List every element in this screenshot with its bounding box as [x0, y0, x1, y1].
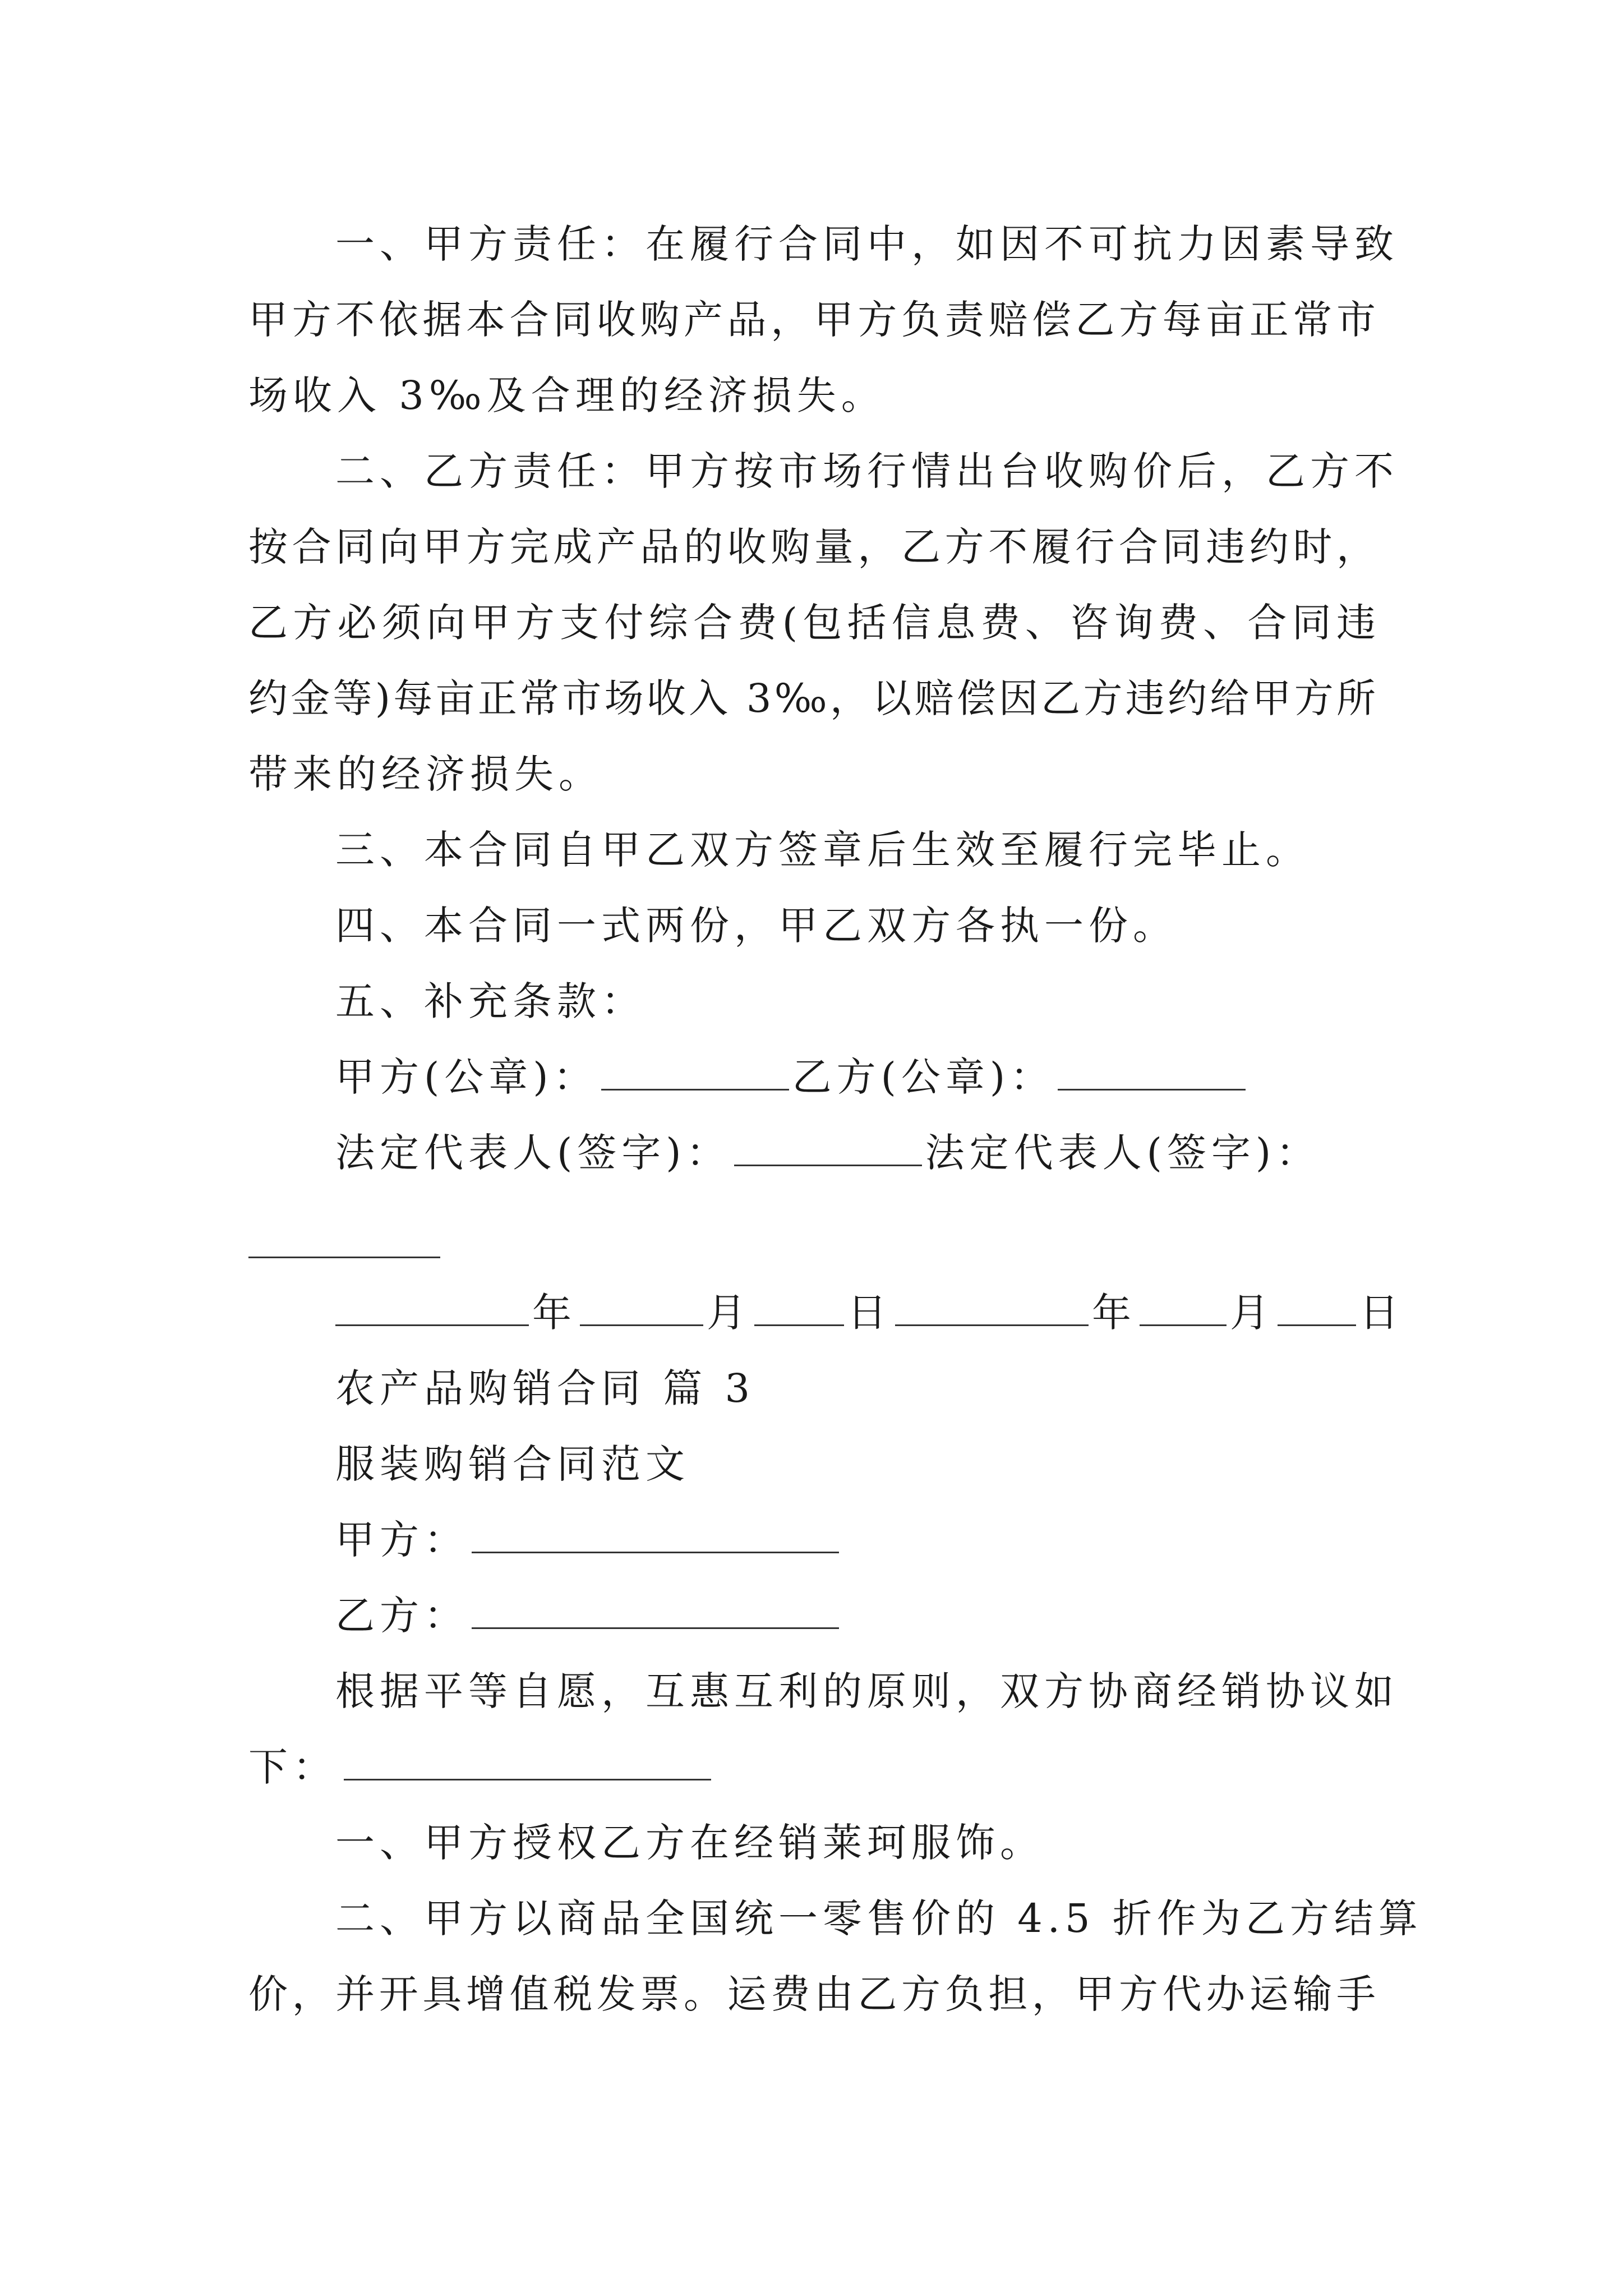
- month-b-blank: [1140, 1290, 1227, 1326]
- clause-2-line-2: 按合同向甲方完成产品的收购量，乙方不履行合同违约时，: [248, 524, 1376, 570]
- agreement-intro-blank: [344, 1744, 711, 1780]
- day-a-blank: [754, 1290, 844, 1326]
- term-2-line-2: 价，并开具增值税发票。运费由乙方负担，甲方代办运输手: [248, 1971, 1376, 2017]
- party-b-line: [335, 1588, 842, 1644]
- agreement-intro-line-1: 根据平等自愿，互惠互利的原则，双方协商经销协议如: [335, 1668, 1399, 1714]
- month-b-label: 月: [1230, 1290, 1274, 1336]
- agreement-intro-text: 下：: [248, 1744, 337, 1790]
- day-a-label: 日: [847, 1290, 892, 1336]
- party-a-blank: [472, 1517, 839, 1553]
- party-b-seal-label: 乙方(公章)：: [792, 1054, 1055, 1100]
- clause-1-line-2: 甲方不依据本合同收购产品，甲方负责赔偿乙方每亩正常市: [248, 297, 1376, 343]
- day-b-blank: [1278, 1290, 1356, 1326]
- doc-title: 服装购销合同范文: [335, 1441, 690, 1487]
- party-a-line: [335, 1512, 842, 1568]
- clause-2-line-5: 带来的经济损失。: [248, 751, 603, 797]
- clause-1-line-3: 场收入 3‰及合理的经济损失。: [248, 372, 886, 418]
- year-a-blank: [335, 1290, 529, 1326]
- year-a-label: 年: [532, 1290, 577, 1336]
- party-b-rep-label: 法定代表人(签字)：: [925, 1130, 1321, 1176]
- party-a-label: 甲方：: [335, 1517, 468, 1563]
- term-1: 一、甲方授权乙方在经销莱珂服饰。: [335, 1820, 1044, 1866]
- representative-line: [335, 1125, 1320, 1181]
- term-2-line-1: 二、甲方以商品全国统一零售价的 4.5 折作为乙方结算: [335, 1895, 1423, 1941]
- clause-3: 三、本合同自甲乙双方签章后生效至履行完毕止。: [335, 827, 1310, 873]
- month-a-blank: [580, 1290, 703, 1326]
- party-a-seal-blank: [601, 1054, 789, 1091]
- party-a-rep-blank: [734, 1130, 922, 1166]
- day-b-label: 日: [1359, 1290, 1404, 1336]
- party-a-rep-label: 法定代表人(签字)：: [335, 1130, 731, 1176]
- party-b-blank: [472, 1593, 839, 1629]
- seal-line: [335, 1049, 1249, 1105]
- party-a-seal-label: 甲方(公章)：: [335, 1054, 598, 1100]
- party-b-label: 乙方：: [335, 1593, 468, 1639]
- clause-4: 四、本合同一式两份，甲乙双方各执一份。: [335, 903, 1177, 949]
- clause-2-line-4: 约金等)每亩正常市场收入 3‰，以赔偿因乙方违约给甲方所: [248, 675, 1376, 721]
- date-line: [335, 1285, 1404, 1341]
- clause-5: 五、补充条款：: [335, 978, 645, 1024]
- clause-2-line-3: 乙方必须向甲方支付综合费(包括信息费、咨询费、合同违: [248, 600, 1376, 646]
- year-b-label: 年: [1092, 1290, 1136, 1336]
- month-a-label: 月: [707, 1290, 751, 1336]
- clause-2-line-1: 二、乙方责任：甲方按市场行情出台收购价后，乙方不: [335, 448, 1399, 494]
- party-b-rep-blank: [248, 1257, 440, 1258]
- clause-1-line-1: 一、甲方责任：在履行合同中，如因不可抗力因素导致: [335, 221, 1399, 267]
- agreement-intro-line-2: [248, 1739, 714, 1795]
- year-b-blank: [895, 1290, 1089, 1326]
- party-b-seal-blank: [1058, 1054, 1246, 1091]
- section-title: 农产品购销合同 篇 3: [335, 1365, 755, 1411]
